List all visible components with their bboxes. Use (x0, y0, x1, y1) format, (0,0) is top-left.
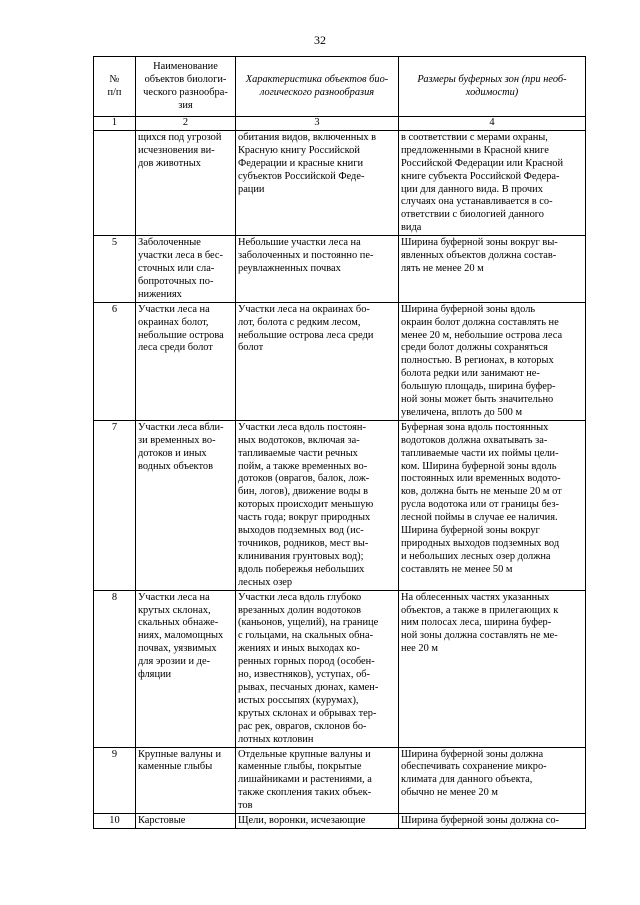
buffer-zone-size: Ширина буферной зоны вдоль окраин болот должна составлять не менее 20 м, небольшие острова леса среди болот должны сохраняться полностью. В регионах, в которых болота редки или занимают не- большую площадь, ширина буфер- ной зоны может быть значительно увеличена, вплоть до 500 м (399, 302, 586, 420)
table-row (94, 236, 586, 303)
object-name: Участки леса на окраинах болот, небольшие острова леса среди болот (136, 302, 236, 420)
column-index-row (94, 117, 586, 131)
object-name: Заболоченные участки леса в бес- сточных или сла- бопроточных по- нижениях (136, 236, 236, 303)
header-object-name: Наименование объектов биологи- ческого разнообра- зия (136, 57, 236, 117)
object-characteristic: Участки леса на окраинах бо- лот, болота с редким лесом, небольшие острова леса среди болот (236, 302, 399, 420)
object-name: Карстовые (136, 814, 236, 829)
table-row (94, 747, 586, 814)
buffer-zone-size: Ширина буферной зоны вокруг вы- явленных объектов должна состав- лять не менее 20 м (399, 236, 586, 303)
row-number (94, 130, 136, 235)
buffer-zone-size: Буферная зона вдоль постоянных водотоков должна охватывать за- тапливаемые части их поймы цели- ком. Ширина буферной зоны вдоль постоянных или временных водото- ков, должна быть не меньше 20 м от русла водотока или от границы без- лесной поймы в случае ее наличия. Ширина буферной зоны вокруг природных выходов подземных вод и небольших лесных озер должна составлять не менее 50 м (399, 420, 586, 590)
table-row (94, 302, 586, 420)
row-number: 9 (94, 747, 136, 814)
object-characteristic: Участки леса вдоль глубоко врезанных долин водотоков (каньонов, ущелий), на границе с гольцами, на скальных обна- жениях и иных выходах ко- ренных горных пород (особен- но, известняков), уступах, об- рывах, песчаных дюнах, камен- истых россыпях (курумах), крутых склонах и обрывах тер- рас рек, оврагов, склонов бо- лотных котловин (236, 590, 399, 747)
column-index: 1 (94, 117, 136, 131)
object-characteristic: Участки леса вдоль постоян- ных водотоков, включая за- тапливаемые части речных пойм, а также временных во- дотоков (оврагов, балок, лож- бин, логов), движение воды в которых происходит меньшую часть года; вокруг природных выходов подземных вод (ис- точников, родников, мест вы- клинивания грунтовых вод); вдоль побережья небольших лесных озер (236, 420, 399, 590)
table-row (94, 590, 586, 747)
buffer-zone-size: в соответствии с мерами охраны, предложенными в Красной книге Российской Федерации или Красной книге субъекта Российской Федера- ции для данного вида. В прочих случаях она устанавливается в со- ответствии с биологией данного вида (399, 130, 586, 235)
buffer-zone-size: Ширина буферной зоны должна со- (399, 814, 586, 829)
object-name: Крупные валуны и каменные глыбы (136, 747, 236, 814)
object-characteristic: обитания видов, включенных в Красную книгу Российской Федерации и красные книги субъектов Российской Феде- рации (236, 130, 399, 235)
header-number: № п/п (94, 57, 136, 117)
object-characteristic: Небольшие участки леса на заболоченных и постоянно пе- реувлажненных почвах (236, 236, 399, 303)
row-number: 5 (94, 236, 136, 303)
table-row (94, 420, 586, 590)
buffer-zone-size: На облесенных частях указанных объектов, а также в прилегающих к ним полосах леса, ширина буфер- ной зоны должна составлять не ме- нее 20 м (399, 590, 586, 747)
object-name: Участки леса вбли- зи временных во- дотоков и иных водных объектов (136, 420, 236, 590)
header-buffer-size: Размеры буферных зон (при необ- ходимости) (399, 57, 586, 117)
object-characteristic: Щели, воронки, исчезающие (236, 814, 399, 829)
table-row (94, 130, 586, 235)
row-number: 6 (94, 302, 136, 420)
table-header-row (94, 57, 586, 117)
column-index: 2 (136, 117, 236, 131)
table-row (94, 814, 586, 829)
object-name: Участки леса на крутых склонах, скальных обнаже- ниях, маломощных почвах, уязвимых для эрозии и де- фляции (136, 590, 236, 747)
page-number: 32 (314, 33, 326, 47)
object-characteristic: Отдельные крупные валуны и каменные глыбы, покрытые лишайниками и растениями, а также скопления таких объек- тов (236, 747, 399, 814)
column-index: 4 (399, 117, 586, 131)
row-number: 8 (94, 590, 136, 747)
row-number: 7 (94, 420, 136, 590)
row-number: 10 (94, 814, 136, 829)
buffer-zone-size: Ширина буферной зоны должна обеспечивать сохранение микро- климата для данного объекта, обычно не менее 20 м (399, 747, 586, 814)
object-name: щихся под угрозой исчезновения ви- дов животных (136, 130, 236, 235)
header-characteristic: Характеристика объектов био- логического разнообразия (236, 57, 399, 117)
buffer-zone-table (93, 56, 586, 829)
column-index: 3 (236, 117, 399, 131)
